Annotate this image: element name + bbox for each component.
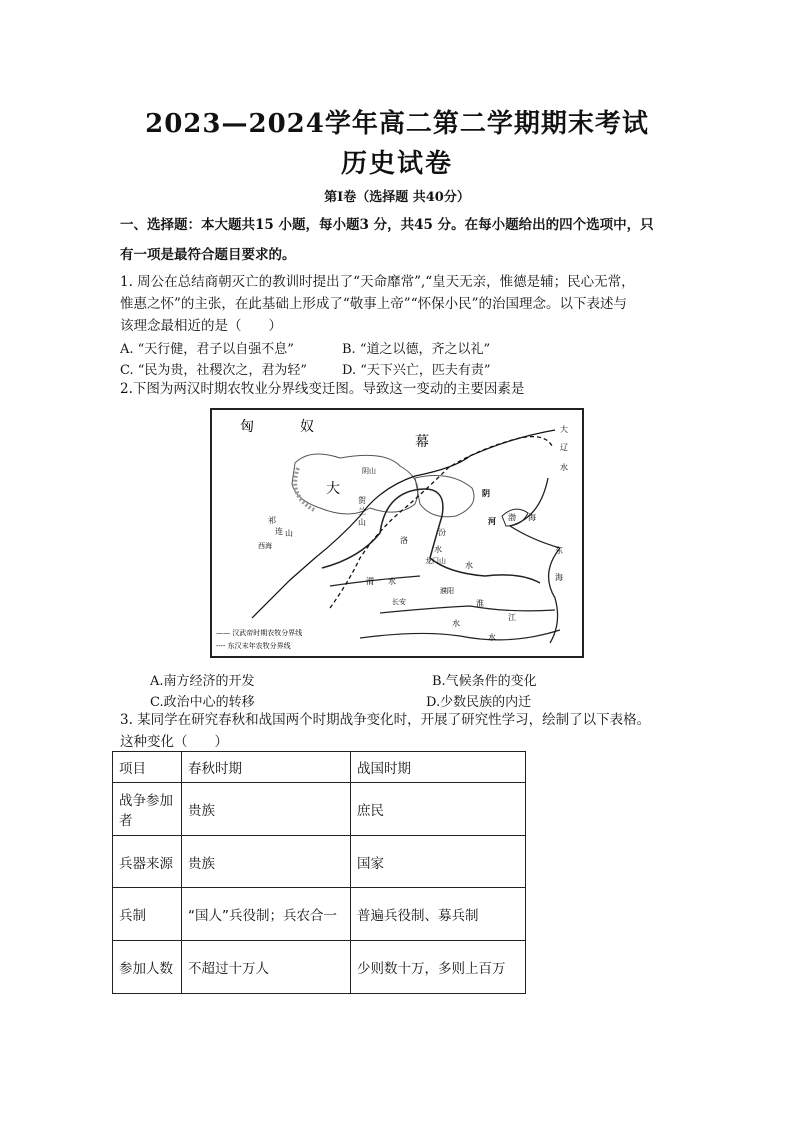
legend-donghan: ---- 东汉末年农牧分界线	[216, 642, 291, 650]
label-helan-2: 兰	[358, 507, 366, 516]
label-jiang: 江	[508, 613, 516, 622]
map-frame	[211, 409, 583, 657]
table-cell: 兵制	[113, 888, 182, 941]
table-cell: 兵器来源	[113, 836, 182, 888]
label-fen: 汾	[438, 528, 446, 537]
label-fen-shui: 水	[434, 545, 442, 554]
label-he: 河	[488, 516, 496, 526]
table-cell: 战争参加者	[113, 783, 182, 836]
label-liao-1: 大	[560, 425, 568, 434]
label-xiong: 匈	[240, 419, 254, 435]
label-liao-2: 辽	[560, 443, 568, 452]
table-row	[113, 783, 526, 836]
q1-stem-line1: 1. 周公在总结商朝灭亡的教训时提出了“天命靡常”,“皇天无亲，惟德是辅；民心无常，	[120, 274, 635, 290]
q1-option-b: B. “道之以德，齐之以礼”	[342, 342, 491, 357]
q1-option-c: C. “民为贵，社稷次之，君为轻”	[120, 363, 308, 378]
exam-title: 2023—2024学年高二第二学期期末考试	[145, 109, 649, 139]
label-qilian-1: 祁	[268, 516, 276, 525]
label-liao-3: 水	[560, 463, 568, 472]
label-jiang-shui: 水	[488, 633, 496, 642]
label-puyang: 濮阳	[440, 587, 454, 595]
table-cell: 参加人数	[113, 941, 182, 994]
table-cell: 不超过十万人	[182, 941, 351, 994]
table-cell: 庶民	[351, 783, 526, 836]
label-mu: 幕	[415, 434, 429, 450]
table-cell: 贵族	[182, 836, 351, 888]
label-donghai-2: 海	[555, 573, 563, 582]
war-comparison-table	[112, 751, 526, 994]
legend-wudi: —— 汉武帝时期农牧分界线	[216, 629, 303, 637]
q2-option-d: D.少数民族的内迁	[426, 695, 532, 710]
label-luo: 洛	[400, 536, 408, 545]
q1-stem-line3: 该理念最相近的是（ ）	[120, 318, 282, 334]
label-east-shui: 水	[465, 561, 473, 570]
label-yin: 阴	[482, 488, 490, 498]
label-donghai-1: 东	[555, 546, 563, 555]
label-helan-3: 山	[358, 518, 366, 527]
label-qilian-2: 连	[275, 527, 283, 536]
q1-option-d: D. “天下兴亡，匹夫有责”	[342, 363, 491, 378]
table-cell: 普遍兵役制、募兵制	[351, 888, 526, 941]
q3-stem-line1: 3. 某同学在研究春秋和战国两个时期战争变化时，开展了研究性学习，绘制了以下表格。	[120, 712, 651, 728]
exam-subject: 历史试卷	[340, 149, 453, 179]
label-huai-shui: 水	[452, 619, 460, 628]
section-instruction-line2: 有一项是最符合题目要求的。	[120, 247, 296, 263]
label-da: 大	[326, 481, 340, 497]
table-header-row	[113, 752, 526, 783]
table-cell: 国家	[351, 836, 526, 888]
label-helan-1: 贺	[358, 496, 366, 505]
q3-stem-line2: 这种变化（ ）	[120, 734, 228, 750]
table-header-cell: 项目	[113, 752, 182, 783]
label-bohai-2: 海	[528, 513, 536, 522]
label-huai: 淮	[476, 599, 484, 608]
label-longmen: 龙门山	[425, 557, 446, 565]
q2-stem: 2.下图为两汉时期农牧业分界线变迁图。导致这一变动的主要因素是	[120, 381, 525, 397]
table-header-cell: 战国时期	[351, 752, 526, 783]
section-instruction-line1: 一、选择题：本大题共15 小题，每小题3 分，共45 分。在每小题给出的四个选项中，只	[120, 217, 654, 233]
label-yinshan: 阴山	[362, 467, 376, 475]
label-wei-shui: 水	[388, 577, 396, 586]
table-row	[113, 888, 526, 941]
table-cell: 少则数十万，多则上百万	[351, 941, 526, 994]
label-xihai: 西海	[258, 542, 272, 550]
q1-option-a: A. “天行健，君子以自强不息”	[120, 342, 294, 357]
label-changan: 长安	[392, 598, 406, 606]
agri-pastoral-boundary-map	[210, 408, 584, 658]
part-heading: 第Ⅰ卷（选择题 共40分）	[324, 190, 470, 205]
label-bohai-1: 渤	[508, 513, 516, 522]
q2-option-a: A.南方经济的开发	[150, 674, 255, 689]
table-header-cell: 春秋时期	[182, 752, 351, 783]
q2-option-c: C.政治中心的转移	[150, 695, 255, 710]
label-nu: 奴	[300, 419, 314, 435]
table-cell: 贵族	[182, 783, 351, 836]
q2-option-b: B.气候条件的变化	[432, 674, 537, 689]
table-row	[113, 941, 526, 994]
q1-stem-line2: 惟惠之怀”的主张，在此基础上形成了“敬事上帝”“怀保小民”的治国理念。以下表述与	[120, 296, 628, 312]
table-row	[113, 836, 526, 888]
label-qilian-3: 山	[285, 529, 293, 538]
table-cell: “国人”兵役制；兵农合一	[182, 888, 351, 941]
label-wei: 渭	[366, 577, 374, 586]
